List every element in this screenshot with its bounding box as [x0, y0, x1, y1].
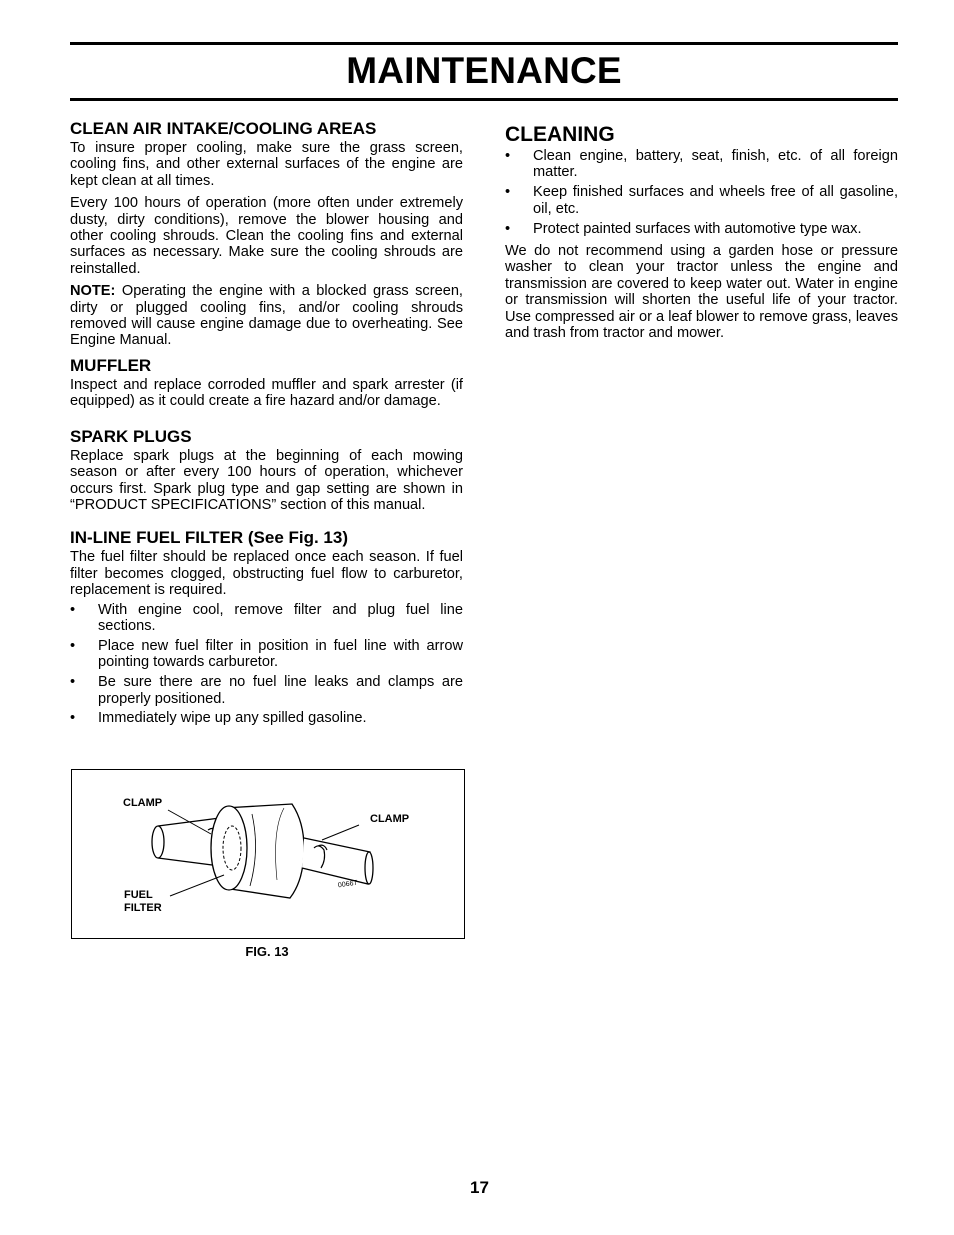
clamp-label-right: CLAMP	[370, 813, 410, 825]
spark-plugs-section	[70, 426, 463, 514]
list-item: • Protect painted surfaces with automotive type wax.	[505, 220, 862, 237]
list-item: • Place new fuel filter in position in fuel line with arrow pointing towards carburetor.	[70, 637, 463, 671]
muffler-heading: MUFFLER	[70, 355, 152, 375]
cleaning-heading: CLEANING	[505, 123, 615, 146]
header-top-rule	[70, 42, 898, 45]
clean-air-section	[70, 118, 463, 349]
fuel-filter-steps	[70, 602, 463, 727]
note-label: NOTE:	[70, 283, 116, 300]
fuel-filter-section	[70, 527, 463, 727]
part-number: 00667	[337, 879, 358, 890]
note-text: Operating the engine with a blocked grass screen, dirty or plugged cooling fins, and/or cooling shrouds removed will cause engine damage due to overheating. See Engine Manual.	[70, 283, 463, 349]
header-bottom-rule	[70, 98, 898, 101]
list-item: • Immediately wipe up any spilled gasoline.	[70, 710, 367, 727]
fuel-filter-paragraph: The fuel filter should be replaced once each season. If fuel filter becomes clogged, obstructing fuel flow to carburetor, replacement is required.	[70, 549, 463, 599]
clean-air-paragraph-1: To insure proper cooling, make sure the grass screen, cooling fins, and other external surfaces of the engine are kept clean at all times.	[70, 140, 463, 189]
fuel-filter-heading: IN-LINE FUEL FILTER (See Fig. 13)	[70, 528, 349, 548]
left-column	[70, 118, 463, 730]
right-column	[505, 122, 898, 341]
spark-plugs-paragraph: Replace spark plugs at the beginning of each mowing season or after every 100 hours of operation, whichever occurs first. Spark plug type and gap setting are shown in “PRODUCT SPECIFICATIONS” section of this manual.	[70, 447, 463, 513]
fuel-filter-figure	[71, 769, 465, 939]
list-item: • With engine cool, remove filter and plug fuel line sections.	[70, 601, 463, 634]
muffler-paragraph: Inspect and replace corroded muffler and spark arrester (if equipped) as it could create a fire hazard and/or damage.	[70, 376, 463, 410]
cleaning-section	[505, 122, 898, 341]
fuel-filter-label-line-1: FUEL	[124, 889, 153, 901]
page-number: 17	[470, 1178, 489, 1197]
figure-caption: FIG. 13	[245, 944, 289, 959]
spark-plugs-heading: SPARK PLUGS	[70, 426, 192, 446]
fuel-filter-label-line-2: FILTER	[124, 902, 162, 914]
list-item: • Clean engine, battery, seat, finish, etc. of all foreign matter.	[505, 148, 898, 181]
clean-air-paragraph-2: Every 100 hours of operation (more often under extremely dusty, dirty conditions), remove the blower housing and other cooling shrouds. Clean the cooling fins and external surfaces as necessary. Make sure the cooling shrouds are reinstalled.	[70, 195, 463, 277]
page-title: MAINTENANCE	[346, 50, 622, 91]
clean-air-heading: CLEAN AIR INTAKE/COOLING AREAS	[70, 119, 377, 138]
muffler-section	[70, 355, 463, 410]
list-item: • Be sure there are no fuel line leaks and clamps are properly positioned.	[70, 674, 463, 707]
clean-air-note	[70, 283, 463, 349]
cleaning-list	[505, 148, 898, 237]
cleaning-paragraph: We do not recommend using a garden hose or pressure washer to clean your tractor unless the engine and transmission are covered to keep water out. Water in engine or transmission will shorten the useful life of your tractor. Use compressed air or a leaf blower to remove grass, leaves and trash from tractor and mower.	[505, 243, 898, 342]
list-item: • Keep finished surfaces and wheels free of all gasoline, oil, etc.	[505, 184, 898, 217]
clamp-label-left: CLAMP	[123, 797, 163, 809]
